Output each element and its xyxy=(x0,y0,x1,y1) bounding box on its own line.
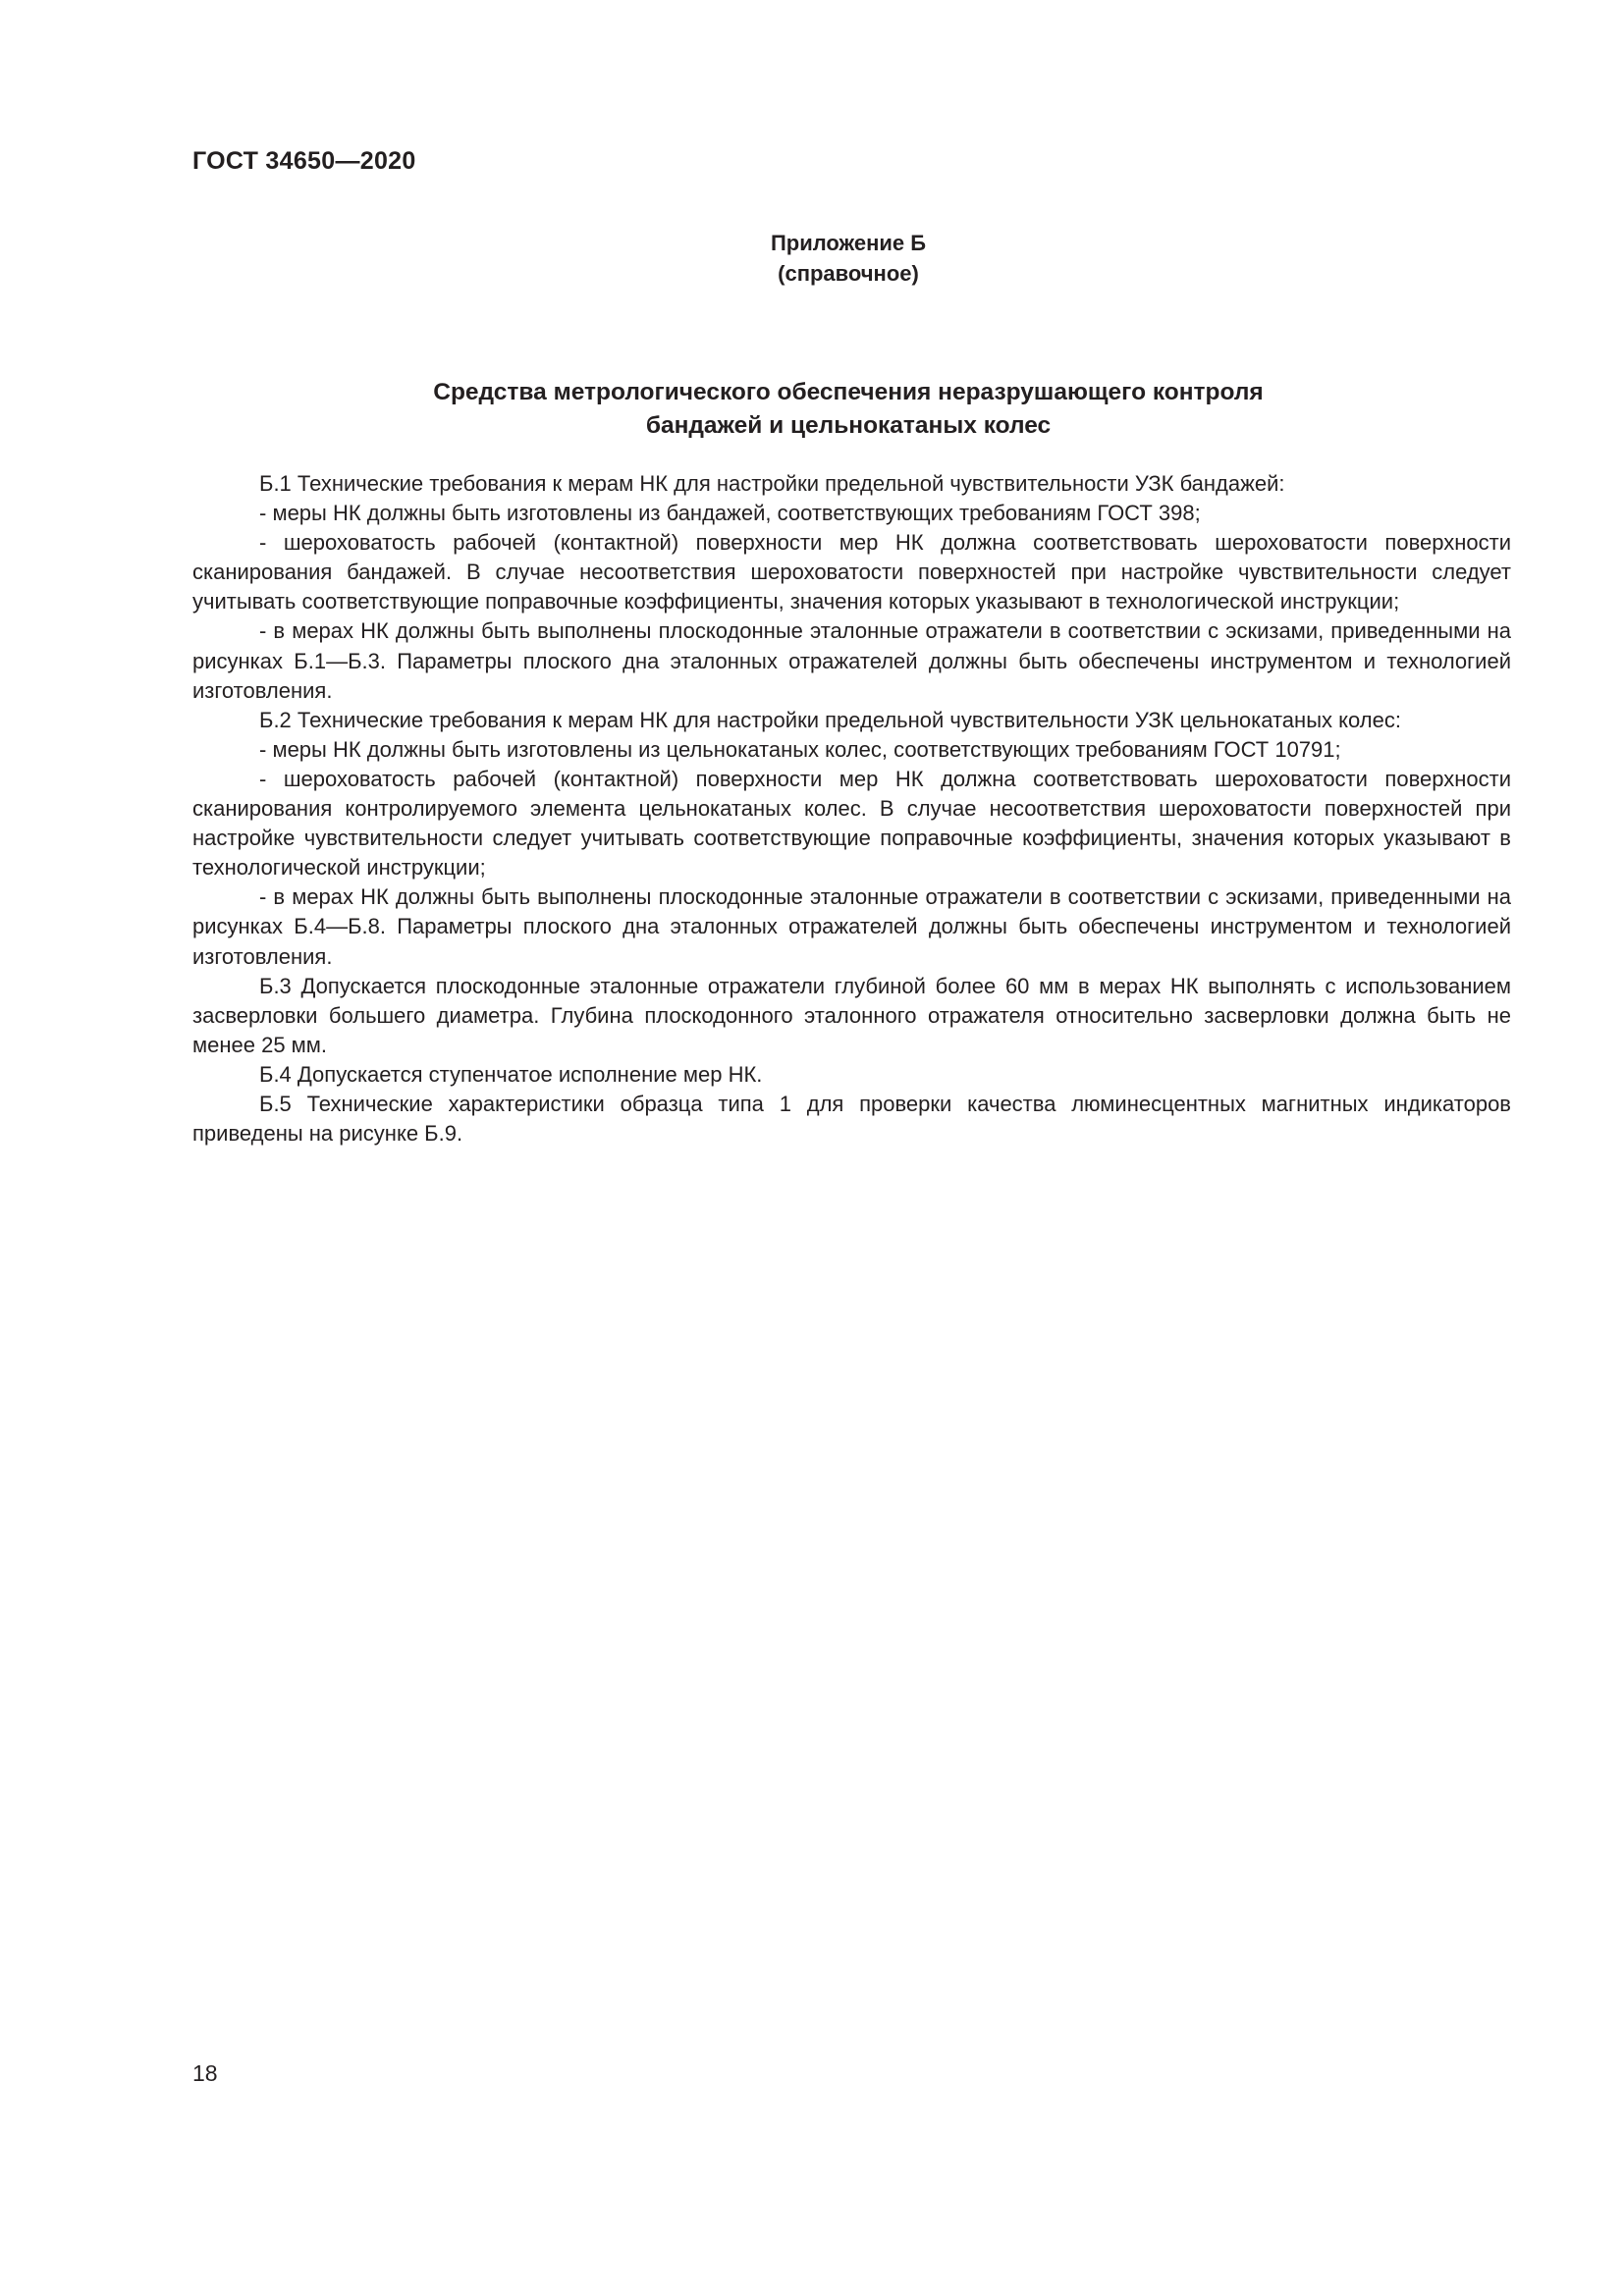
annex-status: (справочное) xyxy=(778,261,919,286)
list-item-b1-reflectors: - в мерах НК должны быть выполнены плоскодонные эталонные отражатели в соответствии с эскизами, приведенными на рисунках Б.1—Б.3. Параметры плоского дна эталонных отражателей должны быть обеспечены инструментом и технологией изготовления. xyxy=(192,618,1511,703)
paragraph-b4: Б.4 Допускается ступенчатое исполнение мер НК. xyxy=(259,1061,763,1087)
paragraph-b5: Б.5 Технические характеристики образца типа 1 для проверки качества люминесцентных магнитных индикаторов приведены на рисунке Б.9. xyxy=(192,1091,1511,1147)
list-item-b2-roughness: - шероховатость рабочей (контактной) поверхности мер НК должна соответствовать шероховатости поверхности сканирования контролируемого элемента цельнокатаных колес. В случае несоответствия шероховатости поверхностей при настройке чувствительности следует учитывать соответствующие поправочные коэффициенты, значения которых указывают в технологической инструкции; xyxy=(192,766,1511,881)
paragraph-b1: Б.1 Технические требования к мерам НК для настройки предельной чувствительности УЗК бандажей: xyxy=(259,471,1285,496)
annex-title: Приложение Б xyxy=(770,231,927,255)
list-item-b1-roughness: - шероховатость рабочей (контактной) поверхности мер НК должна соответствовать шероховатости поверхности сканирования бандажей. В случае несоответствия шероховатости поверхностей при настройке чувствительности следует учитывать соответствующие поправочные коэффициенты, значения которых указывают в технологической инструкции; xyxy=(192,530,1511,614)
document-id: ГОСТ 34650—2020 xyxy=(192,147,416,175)
list-item-b1-material: - меры НК должны быть изготовлены из бандажей, соответствующих требованиям ГОСТ 398; xyxy=(259,501,1201,526)
section-title xyxy=(0,376,1624,443)
paragraph-b2: Б.2 Технические требования к мерам НК для настройки предельной чувствительности УЗК цельнокатаных колес: xyxy=(259,707,1401,732)
section-title-line-2: бандажей и цельнокатаных колес xyxy=(645,412,1052,439)
list-item-b2-material: - меры НК должны быть изготовлены из цельнокатаных колес, соответствующих требованиям ГОСТ 10791; xyxy=(259,736,1341,762)
body-text xyxy=(192,469,1511,1148)
section-title-line-1: Средства метрологического обеспечения неразрушающего контроля xyxy=(433,379,1264,405)
paragraph-b3: Б.3 Допускается плоскодонные эталонные отражатели глубиной более 60 мм в мерах НК выполнять с использованием засверловки большего диаметра. Глубина плоскодонного эталонного отражателя относительно засверловки должна быть не менее 25 мм. xyxy=(192,973,1511,1057)
annex-heading xyxy=(0,228,1624,289)
list-item-b2-reflectors: - в мерах НК должны быть выполнены плоскодонные эталонные отражатели в соответствии с эскизами, приведенными на рисунках Б.4—Б.8. Параметры плоского дна эталонных отражателей должны быть обеспечены инструментом и технологией изготовления. xyxy=(192,884,1511,969)
page-number: 18 xyxy=(192,2060,218,2086)
